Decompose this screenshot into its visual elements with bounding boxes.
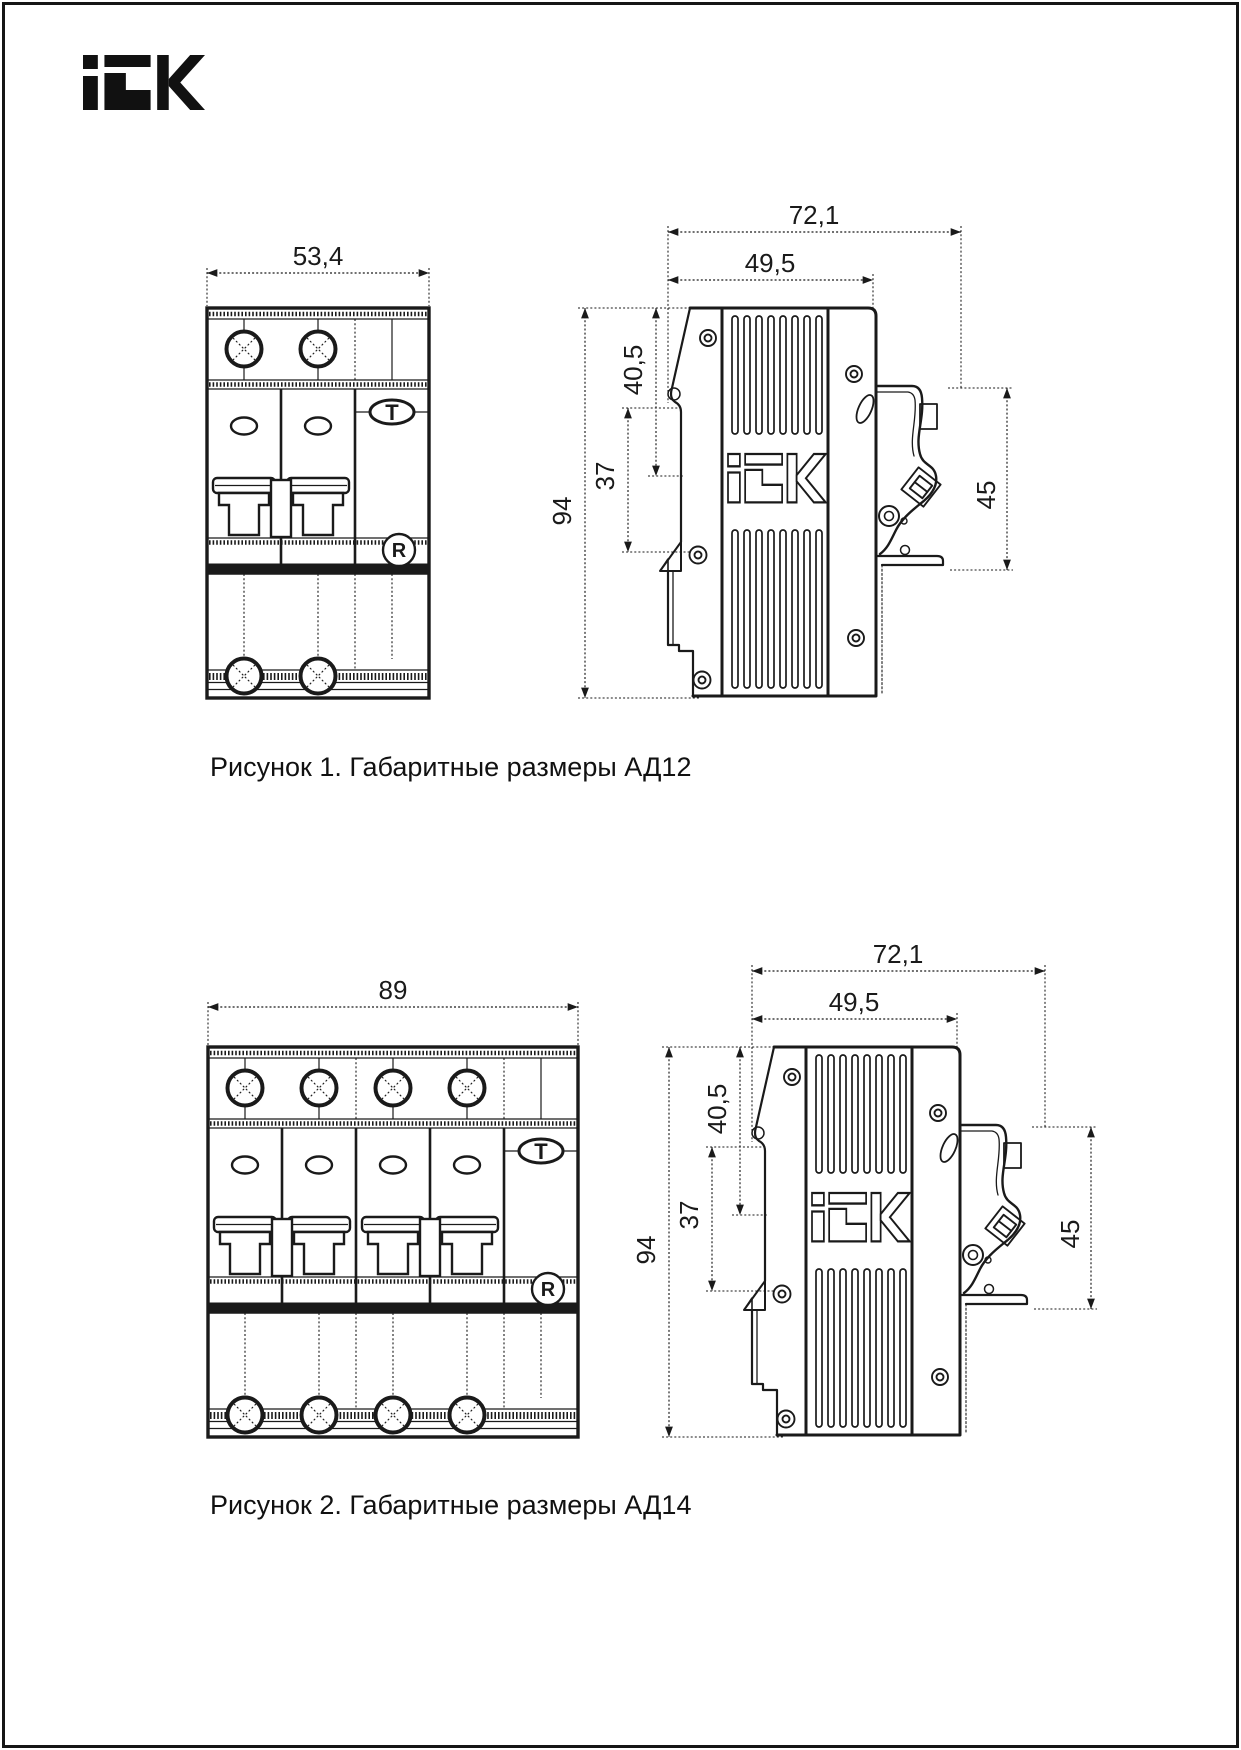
reset-button-label: R (540, 1279, 556, 1301)
dim-overall-width: 72,1 (788, 200, 840, 230)
figure-2-drawing (140, 830, 1130, 1470)
figure-2-caption: Рисунок 2. Габаритные размеры АД14 (210, 1490, 692, 1520)
dim-rail-span: 37 (590, 461, 620, 491)
dim-front-height: 40,5 (702, 1083, 732, 1135)
figure-1-caption: Рисунок 1. Габаритные размеры АД12 (210, 752, 692, 782)
dim-body-width: 49,5 (828, 987, 880, 1017)
iek-logo (83, 55, 205, 115)
dim-overall-height: 94 (547, 496, 577, 526)
iek-logo-graphic (83, 55, 205, 110)
dim-body-width: 49,5 (744, 248, 796, 278)
figure-1-front-dimensions (207, 241, 429, 306)
dim-terminal-span: 45 (1055, 1219, 1085, 1249)
dim-front-width: 89 (378, 975, 408, 1005)
dim-rail-span: 37 (674, 1200, 704, 1230)
figure-1-front-view (207, 308, 429, 698)
dim-front-height: 40,5 (618, 344, 648, 396)
test-button-label: T (385, 400, 399, 425)
dim-overall-width: 72,1 (872, 939, 924, 969)
dim-overall-height: 94 (631, 1235, 661, 1265)
test-button-label: T (534, 1139, 548, 1164)
dim-terminal-span: 45 (971, 480, 1001, 510)
figure-1-drawing (140, 170, 1040, 730)
figure-2-front-view (208, 1047, 578, 1437)
dim-front-width: 53,4 (292, 241, 344, 271)
figure-1-side-view (660, 308, 943, 696)
figure-2-front-dimensions (208, 975, 578, 1045)
reset-button-label: R (391, 540, 407, 562)
figure-2-side-view (744, 1047, 1027, 1435)
